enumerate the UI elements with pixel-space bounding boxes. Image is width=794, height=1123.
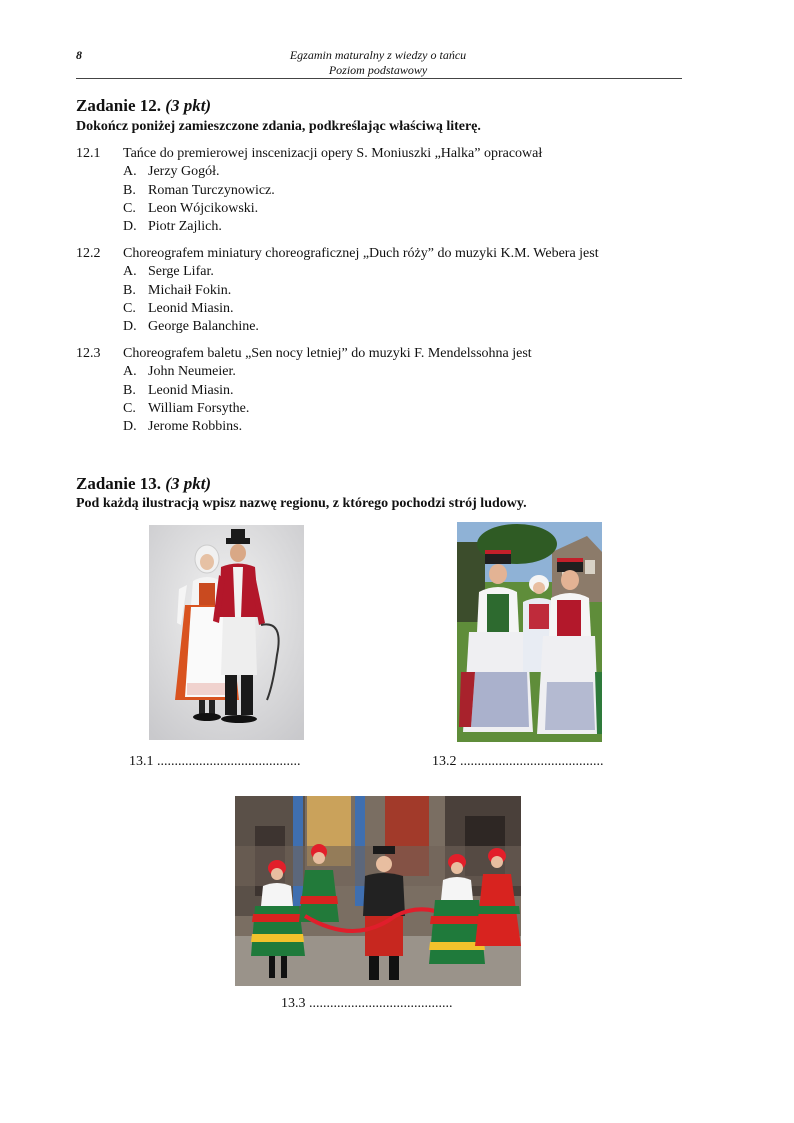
folk-costume-photo-2 [457, 522, 602, 742]
page-number: 8 [76, 48, 82, 62]
answer-option-a[interactable]: A. John Neumeier. [123, 364, 236, 380]
header-title-line2: Poziom podstawowy [328, 63, 428, 77]
task-12-label: Zadanie 12. [76, 96, 162, 115]
question-number: 12.2 [76, 246, 101, 261]
question-number: 12.1 [76, 146, 101, 161]
question-stem: Choreografem miniatury choreograficznej „Duch róży” do muzyki K.M. Webera jest [123, 246, 599, 261]
task-13-label: Zadanie 13. [76, 474, 162, 493]
question-number: 12.3 [76, 346, 101, 361]
task-13-instruction: Pod każdą ilustracją wpisz nazwę regionu, z którego pochodzi strój ludowy. [76, 496, 527, 511]
caption-13-2[interactable]: 13.2 ......................................... [432, 754, 604, 769]
caption-13-3[interactable]: 13.3 ......................................... [281, 996, 453, 1011]
answer-option-b[interactable]: B. Roman Turczynowicz. [123, 182, 275, 198]
question-stem: Tańce do premierowej inscenizacji opery S. Moniuszki „Halka” opracował [123, 146, 543, 161]
answer-option-a[interactable]: A. Serge Lifar. [123, 264, 214, 280]
folk-costume-photo-1 [149, 525, 304, 740]
header-divider [76, 78, 682, 79]
task-12-title [76, 96, 211, 116]
answer-option-c[interactable]: C. Leonid Miasin. [123, 300, 234, 316]
caption-13-1[interactable]: 13.1 ......................................... [129, 754, 301, 769]
task-12-instruction: Dokończ poniżej zamieszczone zdania, podkreślając właściwą literę. [76, 119, 481, 134]
question-stem: Choreografem baletu „Sen nocy letniej” do muzyki F. Mendelssohna jest [123, 346, 532, 361]
answer-option-d[interactable]: D. Piotr Zajlich. [123, 219, 222, 235]
task-13-points: (3 pkt) [165, 474, 212, 493]
answer-option-c[interactable]: C. William Forsythe. [123, 400, 250, 416]
answer-option-d[interactable]: D. George Balanchine. [123, 319, 259, 335]
answer-option-a[interactable]: A. Jerzy Gogół. [123, 164, 220, 180]
answer-option-d[interactable]: D. Jerome Robbins. [123, 419, 243, 435]
header-title-line1: Egzamin maturalny z wiedzy o tańcu [289, 48, 467, 62]
answer-option-b[interactable]: B. Leonid Miasin. [123, 382, 234, 398]
task-13-title [76, 474, 211, 494]
task-12-points: (3 pkt) [165, 96, 212, 115]
answer-option-c[interactable]: C. Leon Wójcikowski. [123, 200, 259, 216]
answer-option-b[interactable]: B. Michaił Fokin. [123, 282, 232, 298]
folk-costume-photo-3 [235, 796, 521, 986]
